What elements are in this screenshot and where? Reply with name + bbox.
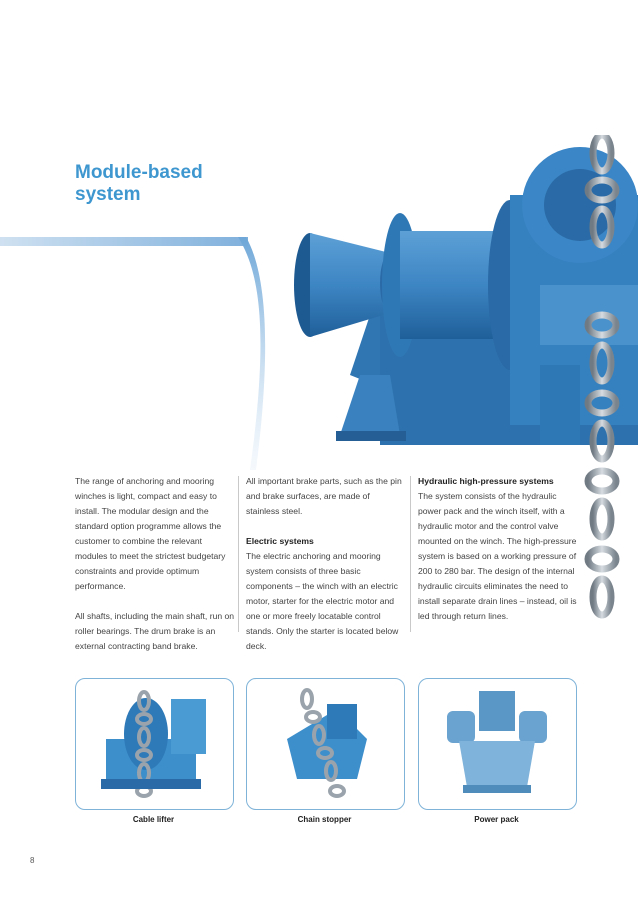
page-number: 8 bbox=[30, 856, 35, 865]
thumbnail-caption: Power pack bbox=[474, 815, 519, 824]
thumbnail-caption: Cable lifter bbox=[132, 815, 175, 824]
thumbnail-caption: Chain stopper bbox=[297, 815, 352, 824]
power-pack-thumbnail bbox=[418, 678, 577, 810]
column-divider bbox=[410, 476, 411, 632]
cable-lifter-image bbox=[76, 679, 233, 809]
section-title: Module-based system bbox=[75, 162, 203, 205]
chain-stopper-thumbnail bbox=[246, 678, 405, 810]
subheading: Electric systems bbox=[246, 536, 314, 546]
paragraph: The system consists of the hydraulic power pack and the winch itself, with a hydraulic motor and the control valve mounted on the winch. The high-pressure system is based on a working pressure of 200 to 280 bar. The design of the internal hydraulic circuits eliminates the need to install separate drain lines – instead, oil is led through return lines. bbox=[418, 491, 577, 621]
paragraph: All important brake parts, such as the pin and brake surfaces, are made of stainless steel. bbox=[246, 476, 402, 516]
paragraph: All shafts, including the main shaft, run on roller bearings. The drum brake is an external contracting band brake. bbox=[75, 611, 235, 651]
text-column-1 bbox=[75, 474, 235, 669]
power-pack-image bbox=[419, 679, 576, 809]
paragraph: The range of anchoring and mooring winches is light, compact and easy to install. The modular design and the standard option programme allows the customer to combine the relevant modules to meet the strictest budgetary constraints and provide optimum performance. bbox=[75, 476, 226, 591]
cable-lifter-thumbnail bbox=[75, 678, 234, 810]
text-column-3 bbox=[418, 474, 578, 639]
column-divider bbox=[238, 476, 239, 632]
subheading: Hydraulic high-pressure systems bbox=[418, 476, 554, 486]
chain-stopper-image bbox=[247, 679, 404, 809]
text-column-2 bbox=[246, 474, 404, 669]
paragraph: The electric anchoring and mooring system consists of three basic components – the winch with an electric motor, starter for the electric motor and one or more freely locatable control stands. Only the starter is located below deck. bbox=[246, 551, 399, 651]
